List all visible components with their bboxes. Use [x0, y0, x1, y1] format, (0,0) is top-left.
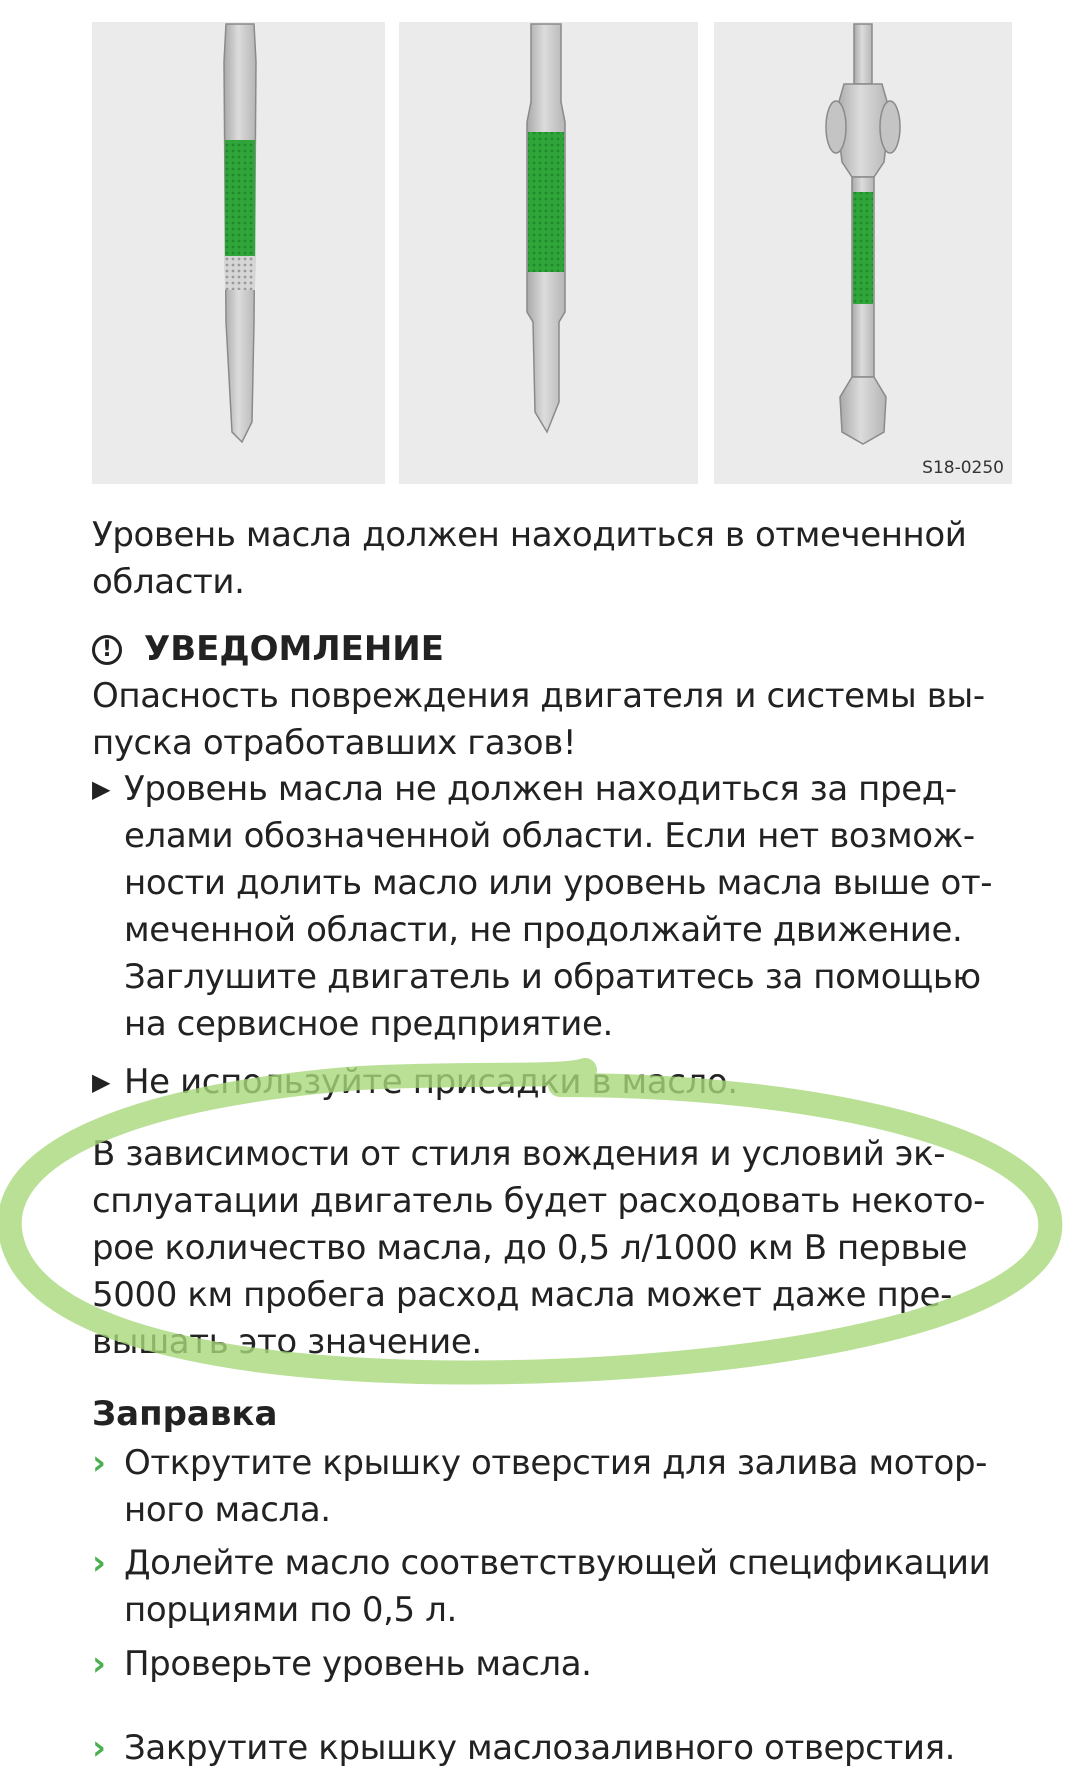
refill-title: Заправка: [92, 1394, 278, 1434]
chevron-right-icon: ›: [92, 1644, 106, 1684]
caption: Уровень масла должен находиться в отмеченной области.: [92, 515, 967, 602]
dipstick-flat-icon: [92, 22, 385, 484]
figure-code: S18-0250: [922, 458, 1004, 478]
dipstick-tapered-icon: [399, 22, 698, 484]
warning-icon: !: [92, 635, 122, 665]
step-text: Закрутите крышку маслозаливного отверстия.: [124, 1728, 956, 1768]
figure-panel-1: [92, 22, 385, 484]
notice-title: УВЕДОМЛЕНИЕ: [144, 629, 444, 669]
step-text: Долейте масло соответствующей спецификации порциями по 0,5 л.: [124, 1543, 991, 1630]
step-text: Открутите крышку отверстия для залива мотор-ного масла.: [124, 1443, 988, 1530]
bullet-text: Уровень масла не должен находиться за пред-елами обозначенной области. Если нет возмож-ности долить масло или уровень масла выше от-меченной области, не продолжайте движение. Заглушите двигатель и обратитесь за помощью на сервисное предприятие.: [124, 769, 993, 1044]
figure-panel-3: [714, 22, 1012, 484]
bullet-text: Не используйте присадки в масло.: [124, 1062, 738, 1102]
chevron-right-icon: ›: [92, 1728, 106, 1768]
figure-panel-2: [399, 22, 698, 484]
dipstick-round-icon: [714, 22, 1012, 484]
chevron-right-icon: ›: [92, 1443, 106, 1483]
dipstick-figure: [92, 22, 1012, 484]
step-text: Проверьте уровень масла.: [124, 1644, 592, 1684]
triangle-bullet-icon: ▶: [92, 1068, 111, 1096]
notice-heading: [92, 626, 444, 673]
consumption-paragraph: В зависимости от стиля вождения и условий эк-сплуатации двигатель будет расходовать некото-рое количество масла, до 0,5 л/1000 км В первые 5000 км пробега расход масла может даже пре-вышать это значение.: [92, 1134, 985, 1362]
danger-text: Опасность повреждения двигателя и системы вы-пуска отработавших газов!: [92, 676, 985, 763]
chevron-right-icon: ›: [92, 1543, 106, 1583]
triangle-bullet-icon: ▶: [92, 775, 111, 803]
